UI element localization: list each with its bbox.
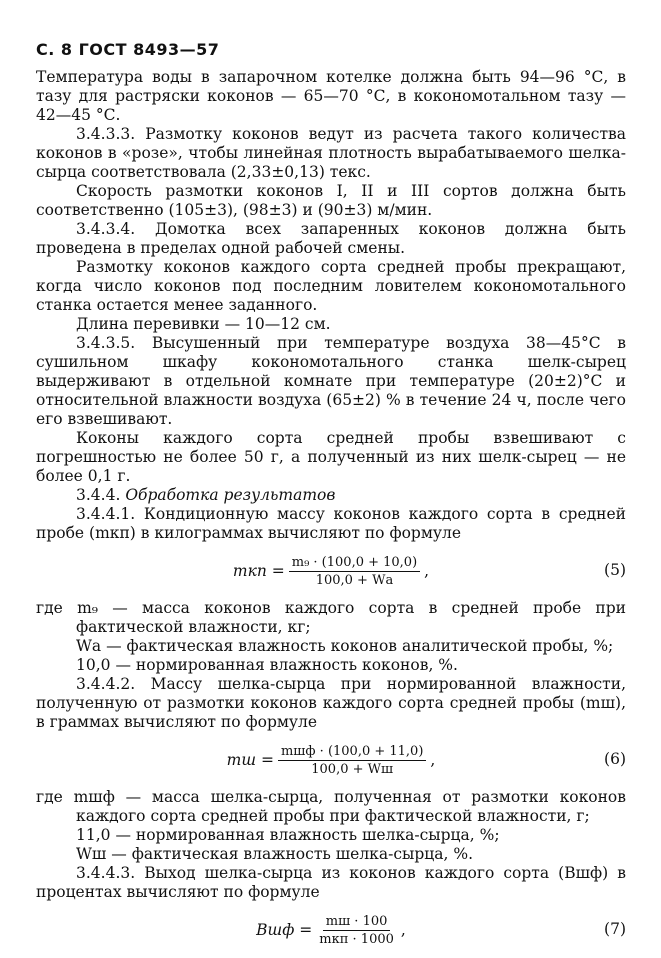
formula-7: Bшф = $\frac{mш \cdot 100}{\text{mкп · 1000}}$ , (7) xyxy=(256,913,626,947)
paragraph: 3.4.3.5. Высушенный при температуре воздуха 38—45°С в сушильном шкафу кокономотального станка шелк-сырец выдерживают в отдельной комнате при температуре (20±2)°С и относительной влажности воздуха (65±2) % в течение 24 ч, после чего его взвешивают. xyxy=(36,334,626,428)
paragraph: Коконы каждого сорта средней пробы взвешивают с погрешностью не более 50 г, а полученный из них шелк-сырец — не более 0,1 г. xyxy=(36,429,626,485)
definition: 10,0 — нормированная влажность коконов, %. xyxy=(76,656,458,674)
definition: где m₉ — масса коконов каждого сорта в средней пробе при фактической влажности, кг; xyxy=(36,599,626,636)
paragraph: Длина перевивки — 10—12 см. xyxy=(76,315,331,333)
formula-denominator: 100,0 + Wа xyxy=(315,572,394,588)
section-heading xyxy=(36,486,626,505)
paragraph: 3.4.4.2. Массу шелка-сырца при нормированной влажности, полученную от размотки коконов каждого сорта средней пробы (mш), в граммах вычисляют по формуле xyxy=(36,675,626,731)
section-title: Обработка результатов xyxy=(125,486,336,504)
paragraph: 3.4.4.1. Кондиционную массу коконов каждого сорта в средней пробе (mкп) в килограммах вычисляют по формуле xyxy=(36,505,626,542)
definition: 11,0 — нормированная влажность шелка-сырца, %; xyxy=(76,826,500,844)
paragraph: 3.4.3.3. Размотку коконов ведут из расчета такого количества коконов в «розе», чтобы линейная плотность вырабатываемого шелка-сырца соответствовала (2,33±0,13) текс. xyxy=(36,125,626,181)
formula-6: mш = $\frac{\text{mшф · (100,0 + 11,0)}}{100,0 + Wш}$ , (6) xyxy=(226,743,626,777)
definition: где mшф — масса шелка-сырца, полученная от размотки коконов каждого сорта средней пробы при фактической влажности, г; xyxy=(36,788,626,825)
formula-number: (7) xyxy=(604,920,626,938)
definition: Wа — фактическая влажность коконов аналитической пробы, %; xyxy=(76,637,614,655)
paragraph: Скорость размотки коконов I, II и III сортов должна быть соответственно (105±3), (98±3) и (90±3) м/мин. xyxy=(36,182,626,219)
paragraph: Размотку коконов каждого сорта средней пробы прекращают, когда число коконов под последним ловителем кокономотального станка остается менее заданного. xyxy=(36,258,626,314)
formula-fraction xyxy=(289,555,420,588)
formula-fraction xyxy=(316,914,397,947)
page-header: С. 8 ГОСТ 8493—57 xyxy=(36,40,220,59)
formula-denominator: mкп · 1000 xyxy=(319,931,394,947)
formula-numerator: m₉ · (100,0 + 10,0) xyxy=(289,555,420,572)
formula-numerator: mшф · (100,0 + 11,0) xyxy=(278,744,426,761)
formula-numerator: mш · 100 xyxy=(323,914,391,931)
formula-5: mкп = $\frac{\text{m₉ · (100,0 + 10,0)}}{100,0 + Wа}$ , (5) xyxy=(232,554,626,588)
section-number: 3.4.4. xyxy=(76,486,121,504)
definition: Wш — фактическая влажность шелка-сырца, %. xyxy=(76,845,474,863)
paragraph: 3.4.3.4. Домотка всех запаренных коконов должна быть проведена в пределах одной рабочей смены. xyxy=(36,220,626,257)
formula-number: (6) xyxy=(604,750,626,768)
paragraph: 3.4.4.3. Выход шелка-сырца из коконов каждого сорта (Bшф) в процентах вычисляют по формуле xyxy=(36,864,626,901)
formula-lhs: Bшф = xyxy=(256,920,313,939)
formula-denominator: 100,0 + Wш xyxy=(311,761,394,777)
formula-fraction xyxy=(278,744,426,777)
formula-lhs: mш = xyxy=(226,750,274,769)
formula-lhs: mкп = xyxy=(232,561,285,580)
formula-number: (5) xyxy=(604,561,626,579)
paragraph: Температура воды в запарочном котелке должна быть 94—96 °С, в тазу для растряски коконов — 65—70 °С, в кокономотальном тазу — 42—45 °С. xyxy=(36,68,626,124)
document-body xyxy=(36,68,626,958)
